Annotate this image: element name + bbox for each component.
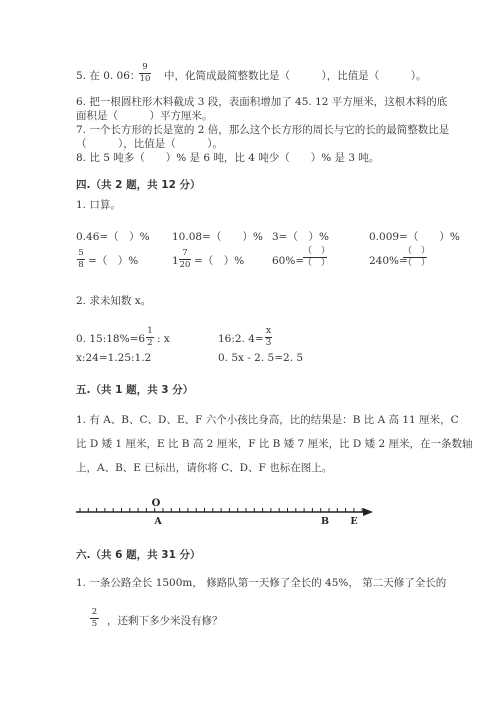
s4-e2b: 0. 5x - 2. 5=2. 5 bbox=[218, 352, 304, 364]
s4-e1b-fraction bbox=[265, 327, 272, 348]
s4-r2c1-den: 8 bbox=[78, 260, 84, 270]
s4-r2c4: 240%= bbox=[369, 255, 408, 267]
s4-r2c1-num: 5 bbox=[78, 248, 84, 258]
s4-r1c2: 10.08=（ ）% bbox=[172, 231, 263, 243]
section6-title: 六.（共 6 题，共 31 分） bbox=[76, 549, 201, 561]
q7-line1: 7. 一个长方形的长是宽的 2 倍，那么这个长方形的周长与它的长的最简整数比是 bbox=[76, 124, 450, 136]
s4-e1a-den: 2 bbox=[147, 338, 153, 348]
s6-frac-den: 5 bbox=[91, 619, 98, 629]
q5-fraction bbox=[139, 63, 151, 84]
q6-line2: 面积是（ ）平方厘米。 bbox=[76, 110, 213, 122]
s6-line1: 1. 一条公路全长 1500m， 修路队第一天修了全长的 45%， 第二天修了全长的 bbox=[76, 577, 447, 589]
s4-r1c3: 3=（ ）% bbox=[272, 231, 329, 243]
s4-r2c3: 60%= bbox=[272, 255, 305, 267]
q8-text: 8. 比 5 吨多（ ）% 是 6 吨，比 4 吨少（ ）% 是 3 吨。 bbox=[76, 152, 380, 164]
q5-frac-den: 10 bbox=[139, 74, 151, 84]
s4-r2c1-rest: =（ ）% bbox=[88, 255, 139, 267]
label-o: O bbox=[151, 498, 161, 509]
s4-r2c2-num: 7 bbox=[182, 248, 188, 258]
label-a: A bbox=[154, 516, 162, 527]
s5-line1: 1. 有 A、B、C、D、E、F 六个小孩比身高，比的结果是：B 比 A 高 11 厘米，C bbox=[76, 414, 459, 426]
q7-line2: （ ），比值是（ ）。 bbox=[76, 138, 223, 150]
s4-r2c2-den: 20 bbox=[179, 260, 191, 270]
s4-r1c4: 0.009=（ ）% bbox=[369, 231, 460, 243]
s4-e1b-num: x bbox=[265, 326, 272, 336]
s4-e1a: 0. 15:18%=6 bbox=[76, 333, 146, 345]
s4-r2c4-num: （ ） bbox=[403, 246, 431, 256]
q5-prefix: 5. 在 0. 06： bbox=[76, 70, 141, 82]
s4-r2c4-den: （ ） bbox=[403, 258, 431, 268]
s4-r2c3-fraction bbox=[303, 246, 331, 268]
section4-title: 四.（共 2 题，共 12 分） bbox=[76, 179, 201, 191]
s4-r2c2-rest: =（ ）% bbox=[194, 255, 245, 267]
s4-r2c2-fraction bbox=[179, 249, 191, 270]
s6-frac-num: 2 bbox=[91, 607, 98, 617]
section5-title: 五.（共 1 题，共 3 分） bbox=[76, 384, 194, 396]
s4-e1a-rest: : x bbox=[157, 333, 170, 345]
s4-e1a-num: 1 bbox=[147, 326, 153, 336]
s5-line2: 比 D 矮 1 厘米，E 比 B 高 2 厘米，F 比 B 矮 7 厘米，比 D 矮 2 厘米，在一条数轴 bbox=[76, 438, 473, 450]
number-line bbox=[0, 490, 500, 530]
s6-fraction bbox=[90, 608, 99, 629]
s4-r2c1-fraction bbox=[77, 249, 85, 270]
s5-line3: 上，A、B、E 已标出，请你将 C、D、F 也标在图上。 bbox=[76, 462, 333, 474]
s4-p2-title: 2. 求未知数 x。 bbox=[76, 295, 152, 307]
s6-line2: ，还剩下多少米没有修？ bbox=[107, 615, 223, 627]
q5-frac-num: 9 bbox=[142, 62, 148, 72]
s4-r2c4-fraction bbox=[403, 246, 431, 268]
label-b: B bbox=[320, 516, 330, 527]
s4-e1b-den: 3 bbox=[265, 338, 272, 348]
s4-e1a-fraction bbox=[146, 327, 154, 348]
s4-r1c1: 0.46=（ ）% bbox=[76, 231, 150, 243]
s4-r2c2-whole: 1 bbox=[172, 255, 179, 267]
s4-p1-title: 1. 口算。 bbox=[76, 199, 121, 211]
q5-suffix: 中，化简成最简整数比是（ ），比值是（ ）。 bbox=[164, 70, 427, 82]
q6-line1: 6. 把一根圆柱形木料截成 3 段，表面积增加了 45. 12 平方厘米，这根木料的底 bbox=[76, 96, 448, 108]
s4-e1b: 16:2. 4= bbox=[218, 333, 264, 345]
s4-r2c3-den: （ ） bbox=[303, 258, 331, 268]
s4-e2a: x:24=1.25:1.2 bbox=[76, 352, 152, 364]
number-line-arrow bbox=[363, 508, 373, 516]
label-e: E bbox=[350, 516, 358, 527]
s4-r2c3-num: （ ） bbox=[303, 246, 331, 256]
